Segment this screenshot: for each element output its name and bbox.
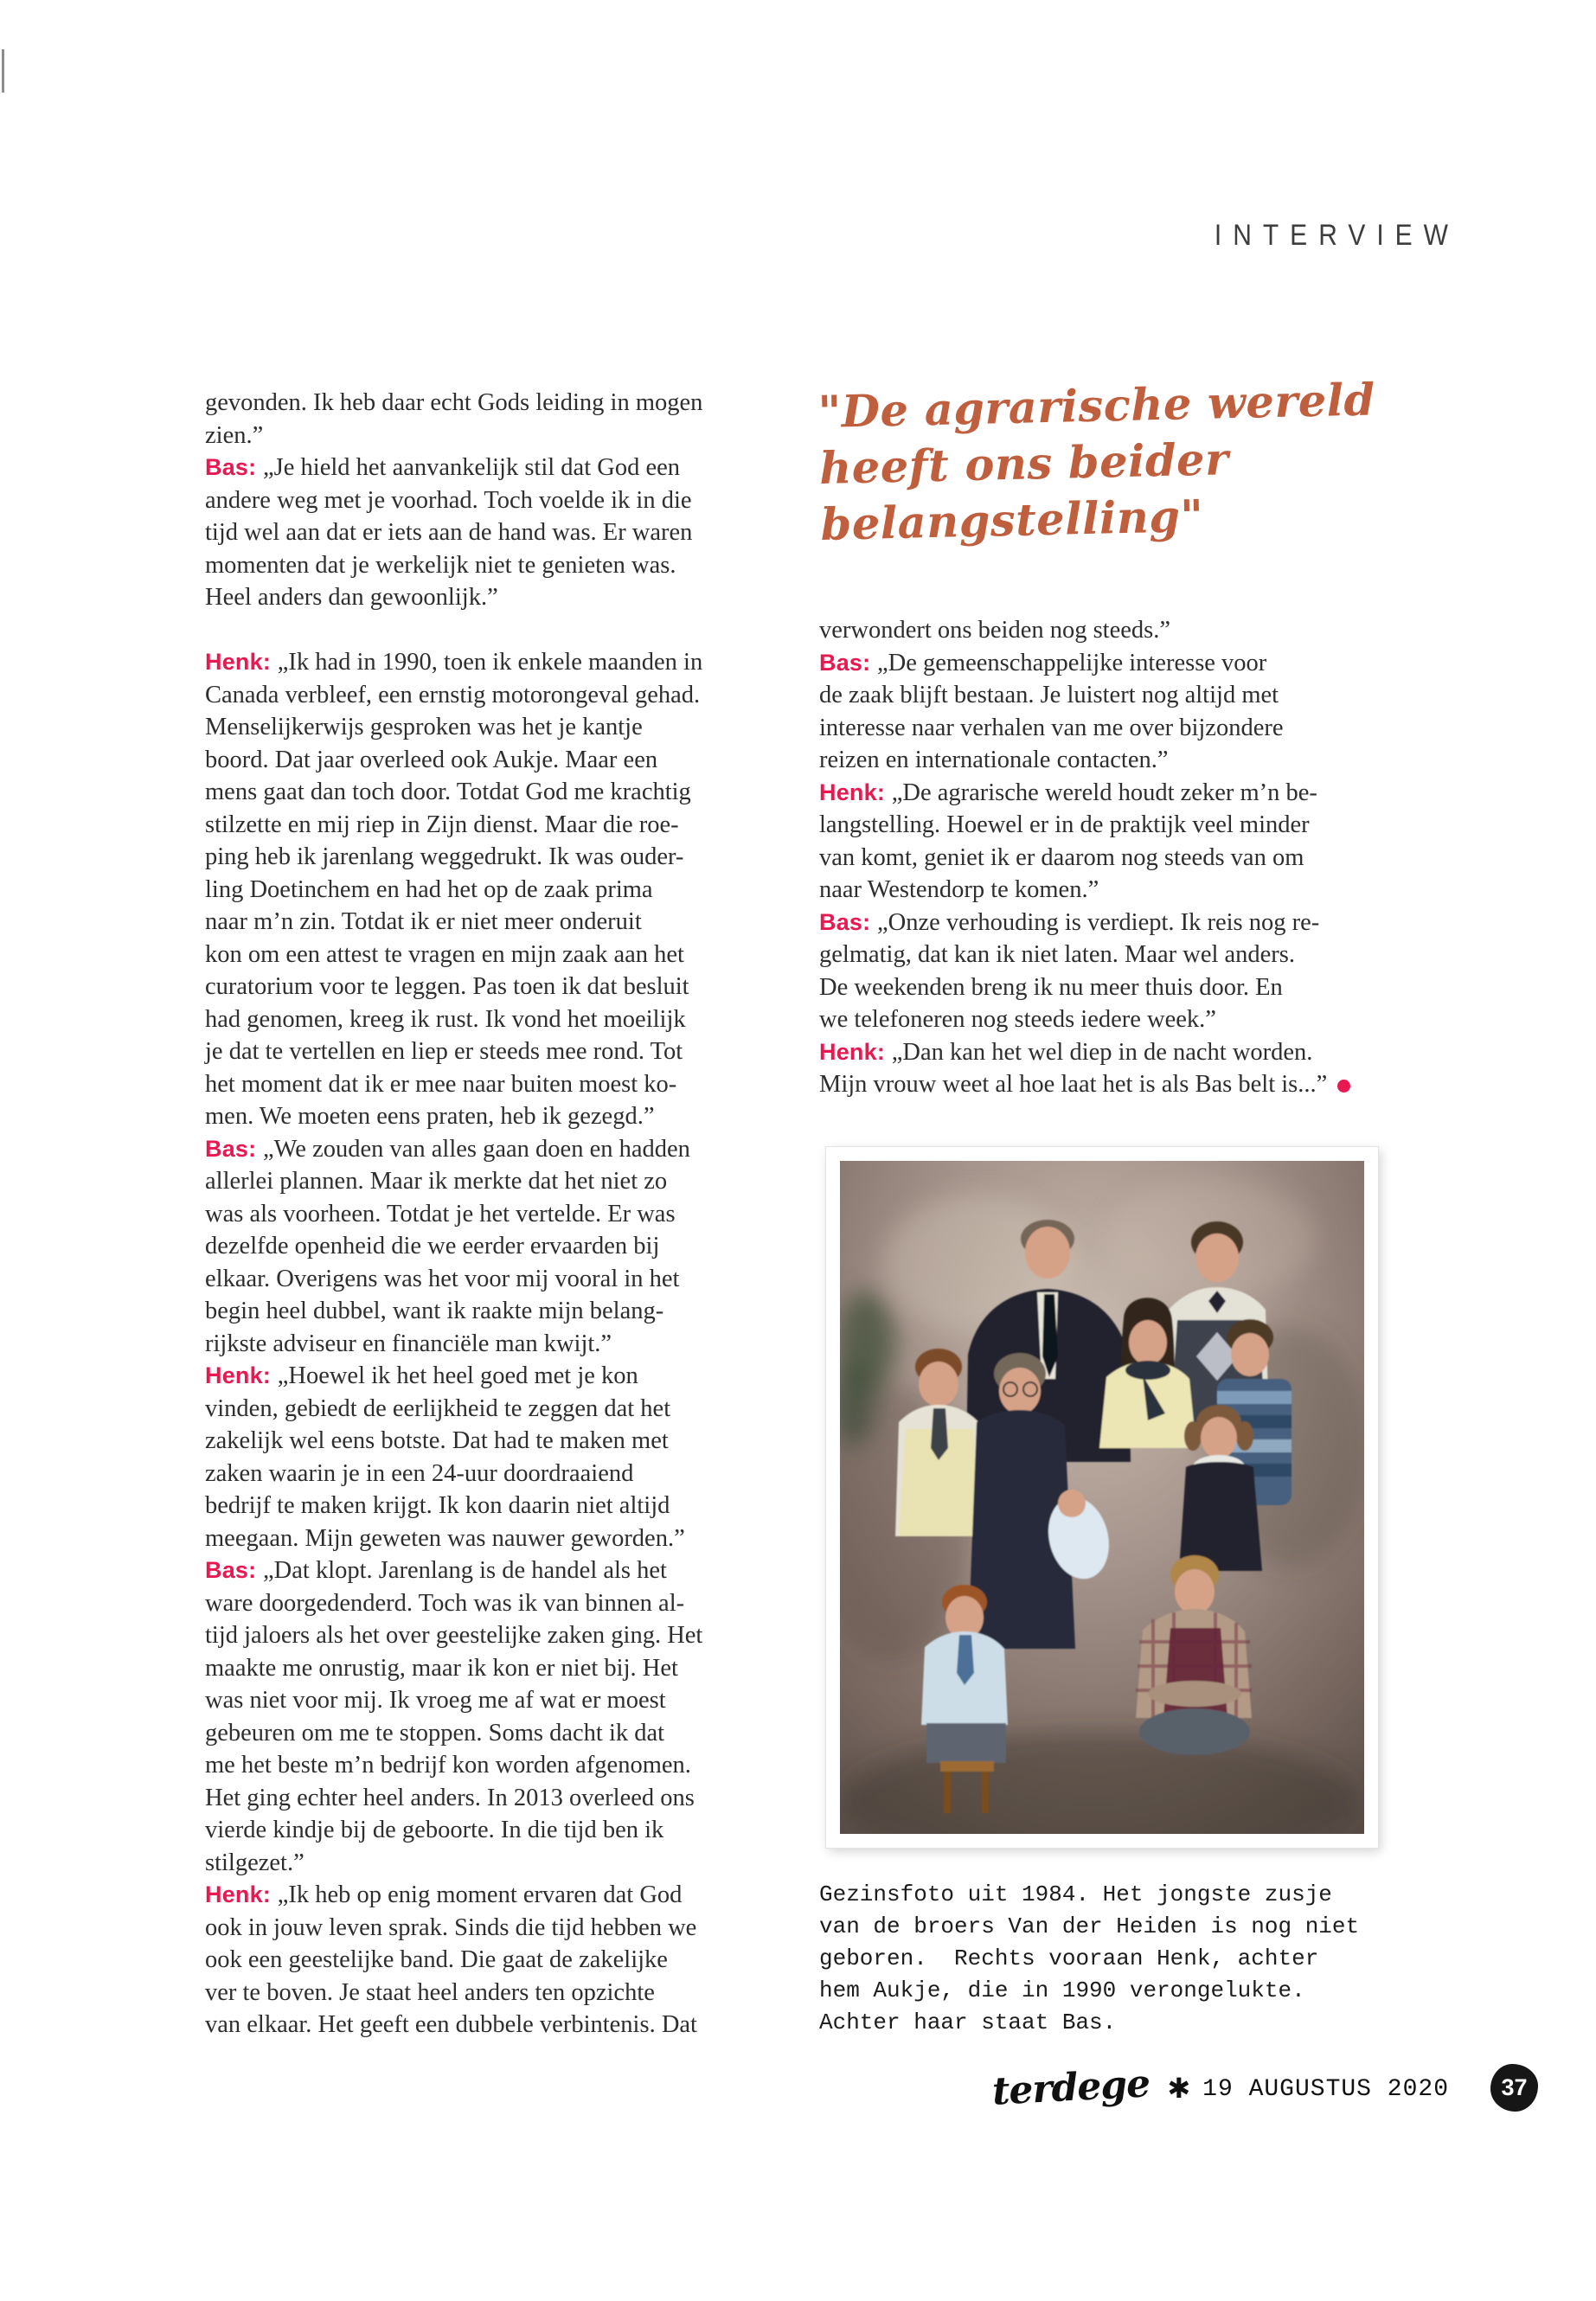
speaker-label: Bas: <box>205 454 264 480</box>
paragraph: Bas: „De gemeenschappelijke interesse voor de zaak blijft bestaan. Je luistert nog altijd met interesse naar verhalen van me over bijzondere reizen en internationale contacten.” <box>819 649 1284 773</box>
article-left-column <box>205 387 785 2041</box>
speaker-label: Henk: <box>819 779 892 805</box>
page-footer <box>991 2061 1538 2114</box>
paragraph: Bas: „Je hield het aanvankelijk stil dat God een andere weg met je voorhad. Toch voelde ik in die tijd wel aan dat er iets aan de hand was. Er waren momenten dat je werkelijk niet te genieten was. Heel anders dan gewoonlijk.” <box>205 454 693 611</box>
speaker-label: Bas: <box>205 1135 264 1162</box>
paragraph: Bas: „We zouden van alles gaan doen en hadden allerlei plannen. Maar ik merkte dat het niet zo was als voorheen. Totdat je het vertelde. Er was dezelfde openheid die we eerder ervaarden bij elkaar. Overigens was het voor mij vooral in het begin heel dubbel, want ik raakte mijn belang- rijkste adviseur en financiële man kwijt.” <box>205 1135 690 1357</box>
paragraph: gevonden. Ik heb daar echt Gods leiding in mogen zien.” <box>205 389 703 449</box>
family-photo <box>826 1147 1378 1848</box>
paragraph: Henk: „Ik had in 1990, toen ik enkele maanden in Canada verbleef, een ernstig motorongeval gehad. Menselijkerwijs gesproken was het je kantje boord. Dat jaar overleed ook Aukje. Maar een mens gaat dan toch door. Totdat God me krachtig stilzette en mij riep in Zijn dienst. Maar die roe- ping heb ik jarenlang weggedrukt. Ik was ouder- ling Doetinchem en had het op de zaak prima naar m’n zin. Totdat ik er niet meer onderuit kon om een attest te vragen en mijn zaak aan het curatorium voor te leggen. Pas toen ik dat besluit had genomen, kreeg ik rust. Ik vond het moeilijk je dat te vertellen en liep er steeds mee rond. Tot het moment dat ik er mee naar buiten moest ko- men. We moeten eens praten, heb ik gezegd.” <box>205 649 703 1130</box>
speaker-label: Henk: <box>205 649 278 675</box>
asterisk-icon: ✱ <box>1167 2071 1191 2105</box>
paragraph: Henk: „De agrarische wereld houdt zeker m’n be- langstelling. Hoewel er in de praktijk veel minder van komt, geniet ik er daarom nog steeds van om naar Westendorp te komen.” <box>819 779 1317 903</box>
speaker-label: Bas: <box>819 649 878 676</box>
section-label: INTERVIEW <box>1214 219 1459 252</box>
end-of-article-dot <box>1337 1080 1350 1093</box>
paragraph: verwondert ons beiden nog steeds.” <box>819 617 1171 644</box>
speaker-label: Bas: <box>205 1557 264 1583</box>
speaker-label: Henk: <box>205 1881 278 1907</box>
paragraph: Bas: „Onze verhouding is verdiept. Ik reis nog re- gelmatig, dat kan ik niet laten. Maar wel anders. De weekenden breng ik nu meer thuis door. En we telefoneren nog steeds iedere week.” <box>819 908 1320 1033</box>
page-number-badge: 37 <box>1490 2064 1538 2112</box>
issue-date: 19 AUGUSTUS 2020 <box>1202 2076 1449 2103</box>
paragraph: Bas: „Dat klopt. Jarenlang is de handel als het ware doorgedenderd. Toch was ik van binnen al- tijd jaloers als het over geestelijke zaken ging. Het maakte me onrustig, maar ik kon er niet bij. Het was niet voor mij. Ik vroeg me af wat er moest gebeuren om me te stoppen. Soms dacht ik dat me het beste m’n bedrijf kon worden afgenomen. Het ging echter heel anders. In 2013 overleed ons vierde kindje bij de geboorte. In die tijd ben ik stilgezet.” <box>205 1557 703 1876</box>
paragraph: Henk: „Ik heb op enig moment ervaren dat God ook in jouw leven sprak. Sinds die tijd hebben we ook een geestelijke band. Die gaat de zakelijke ver te boven. Je staat heel anders ten opzichte van elkaar. Het geeft een dubbele verbintenis. Dat <box>205 1881 697 2038</box>
article-right-column <box>819 614 1420 1101</box>
speaker-label: Henk: <box>205 1362 278 1388</box>
photo-caption: Gezinsfoto uit 1984. Het jongste zusje van de broers Van der Heiden is nog niet geboren. Rechts vooraan Henk, achter hem Aukje, die in 1990 verongelukte. Achter haar staat Bas. <box>819 1881 1360 2035</box>
pull-quote: "De agrarische wereld heeft ons beider belangstelling" <box>817 374 1376 551</box>
speaker-label: Henk: <box>819 1038 892 1065</box>
paragraph: Henk: „Dan kan het wel diep in de nacht worden. Mijn vrouw weet al hoe laat het is als Bas belt is...” <box>819 1036 1420 1101</box>
speaker-label: Bas: <box>819 908 878 935</box>
family-photo-illustration <box>840 1161 1364 1834</box>
magazine-logo: terdege <box>991 2061 1151 2114</box>
crop-mark <box>2 49 4 93</box>
paragraph: Henk: „Hoewel ik het heel goed met je kon vinden, gebiedt de eerlijkheid te zeggen dat het zakelijk wel eens botste. Dat had te maken met zaken waarin je in een 24-uur doordraaiend bedrijf te maken krijgt. Ik kon daarin niet altijd meegaan. Mijn geweten was nauwer geworden.” <box>205 1362 685 1552</box>
